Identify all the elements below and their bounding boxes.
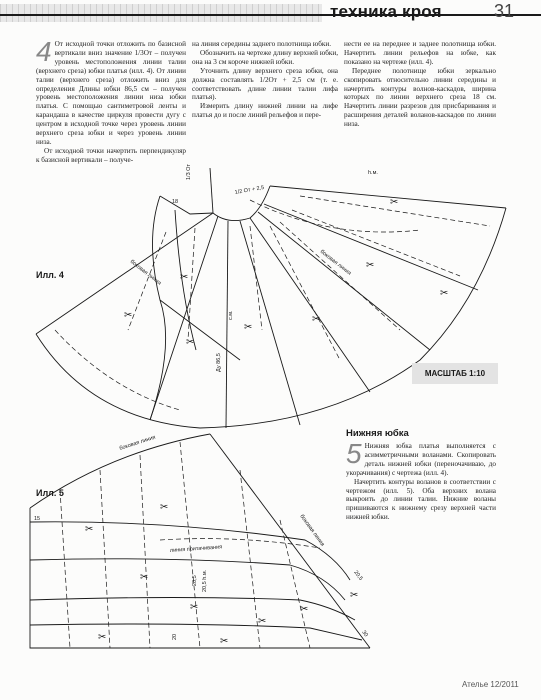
footer-issue: Ателье 12/2011: [462, 680, 519, 689]
scissors-icon: ✂: [350, 590, 359, 601]
scissors-icon: ✂: [366, 260, 375, 271]
scissors-icon: ✂: [180, 272, 189, 283]
scissors-icon: ✂: [312, 314, 321, 325]
dim-label-20: 20: [172, 633, 178, 640]
subheading-underskirt: Нижняя юбка: [346, 428, 409, 439]
side-line-label: боковая линия: [118, 434, 157, 452]
paragraph: От исходной точки начертить перпендикуляр к базисной вертикали – получе-: [36, 146, 186, 164]
scissors-icon: ✂: [160, 502, 169, 513]
dim-label-15: 15: [34, 516, 41, 522]
paragraph: Измерить длину нижней линии на лифе платья до и после линий рельефов и пере-: [192, 102, 338, 120]
page-number: 31: [494, 1, 515, 21]
dashed-line: [180, 442, 200, 648]
dropcap-step-5: 5: [346, 438, 362, 469]
dim-label-cm: с.м.: [228, 310, 234, 320]
dim-label-205: 20,5: [192, 575, 198, 586]
dim-label-hm: h.м.: [368, 170, 378, 176]
dropcap-step-4: 4: [36, 36, 52, 67]
scissors-icon: ✂: [220, 636, 229, 647]
paragraph: Уточнить длину верхнего среза юбки, она должна составлять 1/2От + 2,5 см (т. е. соответствовать длине линии талии лифа платья).: [192, 66, 338, 102]
scissors-icon: ✂: [300, 604, 309, 615]
paragraph: Нижняя юбка платья выполняется с асимметричными воланами. Скопировать деталь нижней юбки (переночачиваю, до укорачивания) с чертежа (илл. 4).: [346, 442, 496, 477]
dim-label-205-hm: 20,5 h.м.: [202, 569, 208, 592]
scissors-icon: ✂: [440, 288, 449, 299]
dim-label-dy: Ду 86,5: [216, 353, 222, 372]
scissors-icon: ✂: [390, 197, 399, 208]
dashed-line: [140, 455, 150, 648]
paragraph: Переднее полотнище юбки зеркально скопировать относительно линии середины и начертить контуры волнов-каскадов, ширина которых по линии верхнего среза 18 см. Начертить линии разрезов для присбаривания и расширения деталей воланов-каскадов по линии низа.: [344, 66, 496, 129]
dim-label-18: 18: [172, 199, 179, 205]
section-title: техника кроя: [330, 2, 442, 21]
scissors-icon: ✂: [190, 602, 199, 613]
scissors-icon: ✂: [140, 572, 149, 583]
paragraph: Начертить контуры воланов в соответствии с чертежом (илл. 5). Оба верхних волана выкроить до линии талии. Нижние воланы пришиваются к нижнему срезу верхней части нижней юбки.: [346, 477, 496, 522]
scissors-icon: ✂: [124, 310, 133, 321]
paragraph: От исходной точки отложить по базисной вертикали вниз значение 1/3От – получен уровень местоположения линии талии (верхнего среза) юбки платья (илл. 4). От линии талии (верхнего среза) отложить вниз для определения Длины юбки 86,5 см – получен уровень местоположения линии низа юбки платья. С помощью сантиметровой ленты и карандаша в качестве циркуля провести дугу с центром в исходной точке через уровень линии верхнего среза юбки и через уровень линии низа.: [36, 40, 186, 146]
side-line-label: боковая линия: [128, 258, 163, 287]
scissors-icon: ✂: [186, 337, 195, 348]
dashed-line: [280, 520, 310, 648]
dim-label-205b: 20,5: [352, 569, 364, 582]
illustration-5-label: Илл. 5: [36, 488, 64, 498]
paragraph: на линия середины заднего полотнища юбки.: [192, 40, 332, 48]
scale-label: МАСШТАБ 1:10: [412, 363, 498, 384]
scissors-icon: ✂: [98, 632, 107, 643]
illustration-4-label: Илл. 4: [36, 270, 64, 280]
side-line-label: боковая линия: [298, 513, 326, 548]
scissors-icon: ✂: [258, 616, 267, 627]
text-column-4: [346, 438, 496, 522]
flounce-seam: [30, 624, 362, 640]
paragraph: нести ее на переднее и заднее полотнища юбки. Начертить линии рельефов на юбке, как показано на чертеже (илл. 4).: [344, 40, 496, 66]
paragraph: Обозначить на чертеже длину верхней юбки, она на 3 см короче нижней юбки.: [192, 48, 338, 66]
side-line-label: боковая линия: [318, 248, 353, 277]
dim-label-half: 1/2 От + 2,5: [234, 184, 265, 196]
flounce-seam: [30, 559, 345, 600]
scissors-icon: ✂: [244, 322, 253, 333]
dim-label-30: 30: [360, 629, 369, 639]
bottom-edge: [30, 508, 370, 648]
scissors-icon: ✂: [85, 524, 94, 535]
dim-label-third: 1/3 От: [186, 164, 192, 180]
gather-line-label: линия притачивания: [169, 544, 223, 554]
